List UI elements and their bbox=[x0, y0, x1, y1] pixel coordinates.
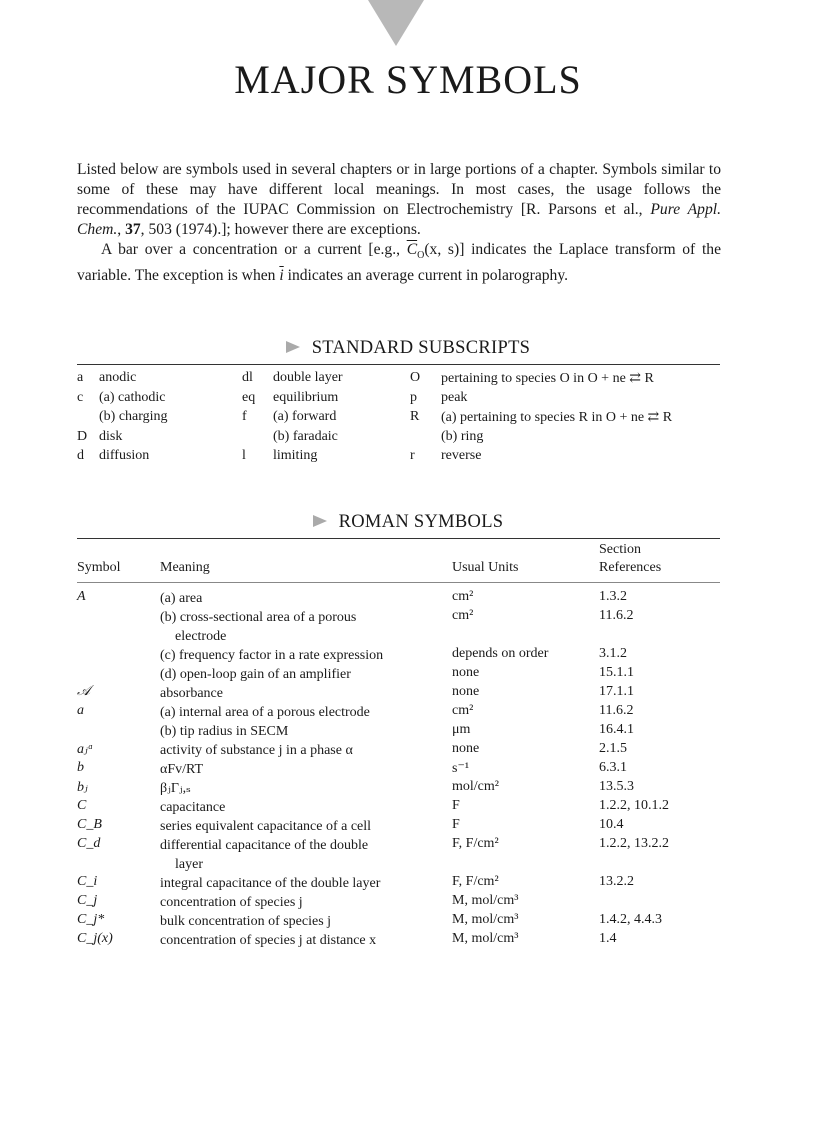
units-cell: F, F/cm² bbox=[452, 836, 499, 851]
units-cell: M, mol/cm³ bbox=[452, 893, 519, 908]
symbol-cell: C_i bbox=[77, 874, 98, 889]
meaning-cell bbox=[160, 665, 445, 684]
column-header-references: References bbox=[599, 560, 662, 575]
subscript-row bbox=[77, 429, 722, 449]
column-header-section: Section bbox=[599, 542, 641, 557]
meaning-text: (d) open-loop gain of an amplifier bbox=[160, 667, 351, 682]
references-cell: 10.4 bbox=[599, 817, 624, 832]
meaning-text: (a) internal area of a porous electrode bbox=[160, 705, 370, 720]
column-header-symbol: Symbol bbox=[77, 560, 121, 575]
subscript-row bbox=[77, 370, 722, 390]
meaning-text: series equivalent capacitance of a cell bbox=[160, 819, 372, 834]
meaning-cell bbox=[160, 779, 445, 798]
meaning-text: differential capacitance of the double bbox=[160, 838, 369, 853]
subscript-meaning: anodic bbox=[99, 370, 137, 385]
symbol-cell: C bbox=[77, 798, 87, 813]
table-row bbox=[77, 589, 722, 608]
units-cell: M, mol/cm³ bbox=[452, 931, 519, 946]
symbol-cell: A bbox=[77, 589, 86, 604]
subscript-row bbox=[77, 390, 722, 410]
meaning-text: integral capacitance of the double layer bbox=[160, 876, 381, 891]
roman-symbols-table bbox=[77, 589, 722, 950]
intro-paragraph-2: A bar over a concentration or a current [e.g., $\overline{C}_O(x$, s)] indicates the Laplace transform of the variable. The exception is when $\overline{i}$ indicates an average current in polarography. bbox=[77, 241, 721, 285]
subscript-row bbox=[77, 448, 722, 468]
table-row bbox=[77, 760, 722, 779]
references-cell: 13.5.3 bbox=[599, 779, 634, 794]
meaning-continuation: electrode bbox=[175, 629, 227, 644]
references-cell: 1.4 bbox=[599, 931, 617, 946]
meaning-cell bbox=[160, 912, 445, 931]
symbol-cell: a bbox=[77, 703, 84, 718]
meaning-cell bbox=[160, 703, 445, 722]
subscript-meaning: (a) cathodic bbox=[99, 389, 166, 405]
table-row bbox=[77, 608, 722, 646]
symbol-cell: C_j bbox=[77, 893, 98, 908]
references-cell: 2.1.5 bbox=[599, 741, 627, 756]
subscript-symbol: O bbox=[410, 370, 421, 385]
table-row bbox=[77, 722, 722, 741]
table-row bbox=[77, 741, 722, 760]
table-row bbox=[77, 798, 722, 817]
references-cell: 3.1.2 bbox=[599, 646, 627, 661]
meaning-text: βⱼΓⱼ,ₛ bbox=[160, 781, 191, 796]
meaning-cell bbox=[160, 684, 445, 703]
subscript-meaning: peak bbox=[441, 389, 468, 405]
subscript-meaning: double layer bbox=[273, 370, 343, 385]
table-row bbox=[77, 893, 722, 912]
meaning-cell bbox=[160, 874, 445, 893]
references-cell: 1.4.2, 4.4.3 bbox=[599, 912, 662, 927]
units-cell: cm² bbox=[452, 703, 474, 718]
meaning-cell bbox=[160, 589, 445, 608]
subscript-symbol: d bbox=[77, 448, 84, 463]
symbol-cell: C_d bbox=[77, 836, 101, 851]
column-header-meaning: Meaning bbox=[160, 560, 210, 575]
roman-symbols-heading: ROMAN SYMBOLS bbox=[0, 512, 816, 533]
subscript-symbol: dl bbox=[242, 370, 253, 385]
table-row bbox=[77, 684, 722, 703]
table-row bbox=[77, 817, 722, 836]
meaning-text: (b) cross-sectional area of a porous bbox=[160, 610, 357, 625]
units-cell: cm² bbox=[452, 589, 474, 604]
symbol-cell: b bbox=[77, 760, 84, 775]
units-cell: μm bbox=[452, 722, 471, 737]
subscript-symbol: a bbox=[77, 370, 84, 385]
symbol-cell: 𝒜 bbox=[77, 684, 91, 699]
meaning-cell bbox=[160, 893, 445, 912]
table-row bbox=[77, 836, 722, 874]
table-row bbox=[77, 779, 722, 798]
references-cell: 17.1.1 bbox=[599, 684, 634, 699]
intro-paragraph-1: Listed below are symbols used in several chapters or in large portions of a chapter. Symbols similar to some of these may have different local meanings. In most cases, the usage follows the recommendations of the IUPAC Commission on Electrochemistry [R. Parsons et al., Pure Appl. Chem., 37, 503 (1974).]; however there are exceptions. bbox=[77, 161, 721, 238]
subscript-symbol: eq bbox=[242, 389, 256, 405]
table-row bbox=[77, 931, 722, 950]
column-header-units: Usual Units bbox=[452, 560, 519, 575]
symbol-cell: C_j* bbox=[77, 912, 105, 927]
subscript-meaning: (b) ring bbox=[441, 428, 484, 444]
section-arrow-icon bbox=[286, 341, 300, 353]
meaning-cell bbox=[160, 646, 445, 665]
meaning-text: concentration of species j bbox=[160, 895, 303, 910]
units-cell: none bbox=[452, 665, 480, 680]
subscript-meaning: diffusion bbox=[99, 448, 150, 463]
section-arrow-icon bbox=[313, 515, 327, 527]
symbol-cell: C_B bbox=[77, 817, 102, 832]
references-cell: 11.6.2 bbox=[599, 703, 634, 718]
references-cell: 1.2.2, 10.1.2 bbox=[599, 798, 669, 813]
meaning-text: bulk concentration of species j bbox=[160, 914, 332, 929]
references-cell: 15.1.1 bbox=[599, 665, 634, 680]
subscript-meaning: (b) faradaic bbox=[273, 428, 338, 444]
table-row bbox=[77, 912, 722, 931]
subscript-symbol: r bbox=[410, 448, 415, 463]
table-row bbox=[77, 646, 722, 665]
references-cell: 6.3.1 bbox=[599, 760, 627, 775]
symbol-cell: aⱼᵅ bbox=[77, 742, 94, 757]
subscript-meaning: (b) charging bbox=[99, 409, 168, 424]
intro-text bbox=[77, 160, 721, 286]
page-title: MAJOR SYMBOLS bbox=[234, 57, 582, 102]
units-cell: mol/cm² bbox=[452, 779, 499, 794]
units-cell: M, mol/cm³ bbox=[452, 912, 519, 927]
units-cell: s⁻¹ bbox=[452, 761, 470, 776]
references-cell: 16.4.1 bbox=[599, 722, 634, 737]
divider bbox=[77, 364, 720, 365]
meaning-text: capacitance bbox=[160, 800, 226, 815]
symbol-cell: C_j(x) bbox=[77, 931, 113, 946]
meaning-cell bbox=[160, 817, 445, 836]
subscript-symbol: D bbox=[77, 428, 88, 444]
subscript-symbol: p bbox=[410, 389, 417, 405]
meaning-continuation: layer bbox=[175, 857, 203, 872]
units-cell: depends on order bbox=[452, 646, 549, 661]
subscript-symbol: R bbox=[410, 409, 420, 424]
subscript-meaning: pertaining to species O in O + ne ⇄ R bbox=[441, 371, 654, 386]
meaning-text: concentration of species j at distance x bbox=[160, 933, 377, 948]
units-cell: F, F/cm² bbox=[452, 874, 499, 889]
meaning-cell bbox=[160, 608, 445, 646]
subscript-symbol: f bbox=[242, 409, 247, 424]
subscript-meaning: equilibrium bbox=[273, 389, 339, 405]
subscript-row bbox=[77, 409, 722, 429]
table-row bbox=[77, 703, 722, 722]
units-cell: F bbox=[452, 798, 460, 813]
units-cell: F bbox=[452, 817, 460, 832]
references-cell: 1.2.2, 13.2.2 bbox=[599, 836, 669, 851]
meaning-cell bbox=[160, 836, 445, 874]
meaning-cell bbox=[160, 741, 445, 760]
units-cell: cm² bbox=[452, 608, 474, 623]
meaning-text: activity of substance j in a phase α bbox=[160, 743, 353, 758]
divider bbox=[77, 582, 720, 583]
subscript-meaning: reverse bbox=[441, 448, 482, 463]
table-row bbox=[77, 665, 722, 684]
units-cell: none bbox=[452, 684, 480, 699]
divider bbox=[77, 538, 720, 539]
meaning-text: (c) frequency factor in a rate expression bbox=[160, 648, 384, 663]
meaning-cell bbox=[160, 760, 445, 779]
references-cell: 11.6.2 bbox=[599, 608, 634, 623]
meaning-text: (a) area bbox=[160, 591, 203, 606]
decorative-triangle-icon bbox=[368, 0, 424, 46]
references-cell: 13.2.2 bbox=[599, 874, 634, 889]
meaning-text: (b) tip radius in SECM bbox=[160, 724, 289, 739]
subscript-meaning: (a) forward bbox=[273, 409, 337, 424]
subscript-meaning: (a) pertaining to species R in O + ne ⇄ R bbox=[441, 410, 673, 425]
subscript-symbol: l bbox=[242, 448, 246, 463]
meaning-cell bbox=[160, 931, 445, 950]
references-cell: 1.3.2 bbox=[599, 589, 627, 604]
standard-subscripts-table bbox=[77, 370, 722, 468]
meaning-text: absorbance bbox=[160, 686, 223, 701]
subscript-meaning: limiting bbox=[273, 448, 318, 463]
meaning-text: αFv/RT bbox=[160, 762, 204, 777]
meaning-cell bbox=[160, 722, 445, 741]
standard-subscripts-heading: STANDARD SUBSCRIPTS bbox=[0, 338, 816, 359]
meaning-cell bbox=[160, 798, 445, 817]
units-cell: none bbox=[452, 741, 480, 756]
subscript-symbol: c bbox=[77, 389, 84, 405]
symbol-cell: bⱼ bbox=[77, 780, 88, 795]
subscript-meaning: disk bbox=[99, 428, 123, 444]
table-row bbox=[77, 874, 722, 893]
